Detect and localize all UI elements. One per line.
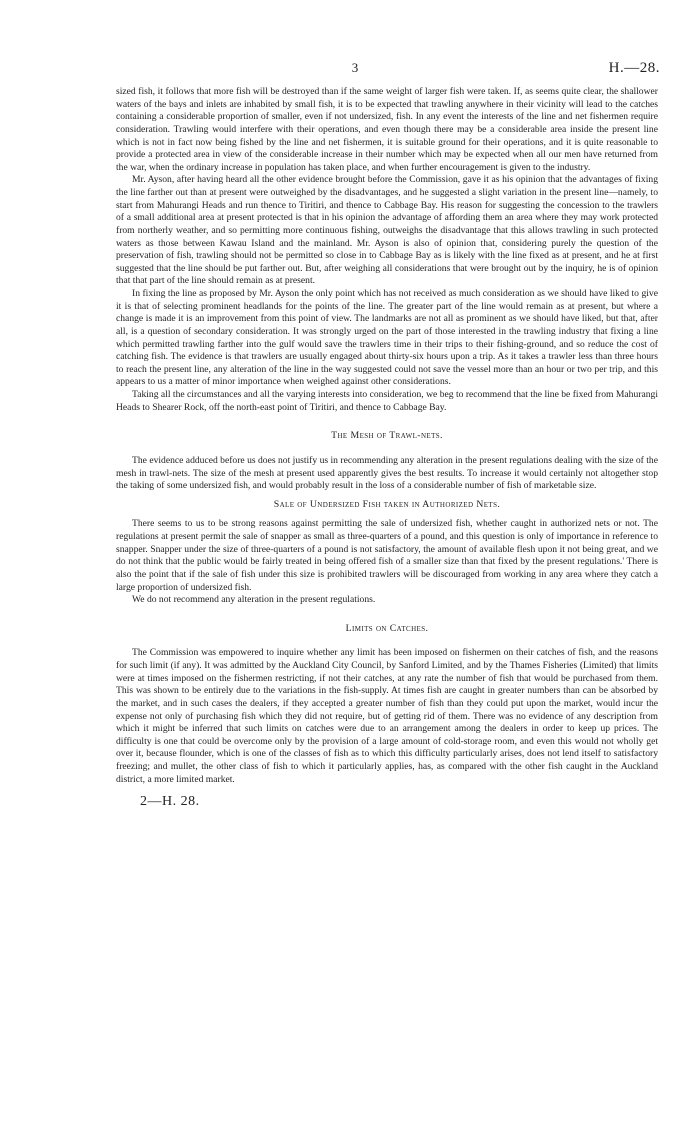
document-body	[116, 86, 658, 809]
paragraph-no-alteration: We do not recommend any alteration in the present regulations.	[132, 594, 376, 606]
paragraph-ayson-opinion: Mr. Ayson, after having heard all the other evidence brought before the Commission, gave it as his opinion that the advantages of fixing the line farther out than at present were outweighed by the disadvantages, and he suggested a slight variation in the present line—namely, to start from Mahurangi Heads and run thence to Tiritiri, and thence to Cabbage Bay. His reason for suggesting the concession to the trawlers of a small additional area at present protected is that in his opinion the advantage of affording them an area where they may work protected from northerly weather, and so permitting more continuous fishing, outweighs the disadvantage that this allows trawling in such protected waters as those between Kawau Island and the mainland. Mr. Ayson is also of opinion that, considering purely the question of the preservation of fish, trawling should not be permitted so close in to Cabbage Bay as is likely with the line fixed as at present, and he at first suggested that the line should be put farther out. But, after weighing all considerations that were brought out by the inquiry, he is of opinion that that part of the line should remain as at present.	[116, 174, 658, 287]
section-heading-sale: Sale of Undersized Fish taken in Authorized Nets.	[273, 498, 501, 510]
paragraph-sale: There seems to us to be strong reasons against permitting the sale of undersized fish, whether caught in authorized nets or not. The regulations at present permit the sale of snapper as small as three-quarters of a pound, and this question is only of importance in reference to snapper. Snapper under the size of three-quarters of a pound is not satisfactory, the amount of available flesh upon it not being great, and we do not think that the public would be fairly treated in being offered fish of a smaller size than that fixed by the present regulations.' There is also the point that if the sale of fish under this size is prohibited trawlers will be discouraged from working in any area where they catch a large proportion of undersized fish.	[116, 518, 658, 593]
paragraph-fixing-line: In fixing the line as proposed by Mr. Ayson the only point which has not received as much consideration as we should have liked to give it is that of selecting prominent headlands for the points of the line. The greater part of the line would remain as at present, but where a change is made it is an improvement from this point of view. The landmarks are not all as prominent as we should have liked, but that, after all, is a question of secondary consideration. It was strongly urged on the part of those interested in the trawling industry that fixing a line which permitted trawling farther into the gulf would save the trawlers time in their trips to their fishing-ground, and so reduce the cost of catching fish. The evidence is that trawlers are usually engaged about thirty-six hours upon a trip. As it takes a trawler less than three hours to reach the present line, any alteration of the line in the way suggested could not save the vessel more than an hour or two per trip, and this appears to us a matter of minor importance when weighed against other considerations.	[116, 288, 658, 388]
paragraph-continuation: sized fish, it follows that more fish will be destroyed than if the same weight of larger fish were taken. If, as seems quite clear, the shallower waters of the bays and inlets are inhabited by small fish, it is to be expected that trawling anywhere in their vicinity will lead to the catches containing a considerable proportion of smaller, even if not undersized, fish. In any event the interests of the line and net fishermen require consideration. Trawling would interfere with their operations, and even though there may be a considerable area inside the present line which is not in fact now being fished by the line and net fishermen, it is suitable ground for their operations, and it is quite reasonable to provide a protected area in view of the considerable increase in their number which may be expected when all our men have returned from the war, when the ordinary increase in population has taken place, and when further encouragement is given to the industry.	[116, 86, 658, 173]
page-number: 3	[351, 60, 359, 75]
paragraph-recommendation: Taking all the circumstances and all the varying interests into consideration, we beg to recommend that the line be fixed from Mahurangi Heads to Shearer Rock, off the north-east point of Tiritiri, and thence to Cabbage Bay.	[116, 389, 658, 413]
document-reference: H.—28.	[608, 60, 660, 76]
paragraph-limits: The Commission was empowered to inquire whether any limit has been imposed on fishermen on their catches of fish, and the reasons for such limit (if any). It was admitted by the Auckland City Council, by Sanford Limited, and by the Thames Fisheries (Limited) that limits were at times imposed on the fishermen restricting, if not their catches, at any rate the number of fish that would be purchased from them. This was shown to be entirely due to the variations in the fish-supply. At times fish are caught in greater numbers than can be absorbed by the market, and in such cases the dealers, if they accepted a greater number of fish than they could put upon the market, would incur the expense not only of purchasing fish which they did not require, but of getting rid of them. There was no evidence of any description from which it might be inferred that such limits on catches were due to an arrangement among the dealers in order to keep up prices. The difficulty is one that could be overcome only by the provision of a large amount of cold-storage room, and even this would not wholly get over it, because flounder, which is one of the classes of fish as to which this difficulty particularly arises, does not lend itself to satisfactory freezing; and mullet, the other class of fish to which it particularly applies, has, as compared with the other fish caught in the Auckland district, a more limited market.	[116, 647, 658, 785]
section-heading-mesh: The Mesh of Trawl-nets.	[331, 430, 443, 442]
footer-reference: 2—H. 28.	[140, 794, 200, 810]
paragraph-mesh: The evidence adduced before us does not justify us in recommending any alteration in the present regulations dealing with the size of the mesh in trawl-nets. The size of the mesh at present used apparently gives the best results. To increase it would certainly not altogether stop the taking of some undersized fish, and would probably result in the loss of a considerable number of fish of marketable size.	[116, 454, 658, 492]
section-heading-limits: Limits on Catches.	[345, 622, 429, 634]
